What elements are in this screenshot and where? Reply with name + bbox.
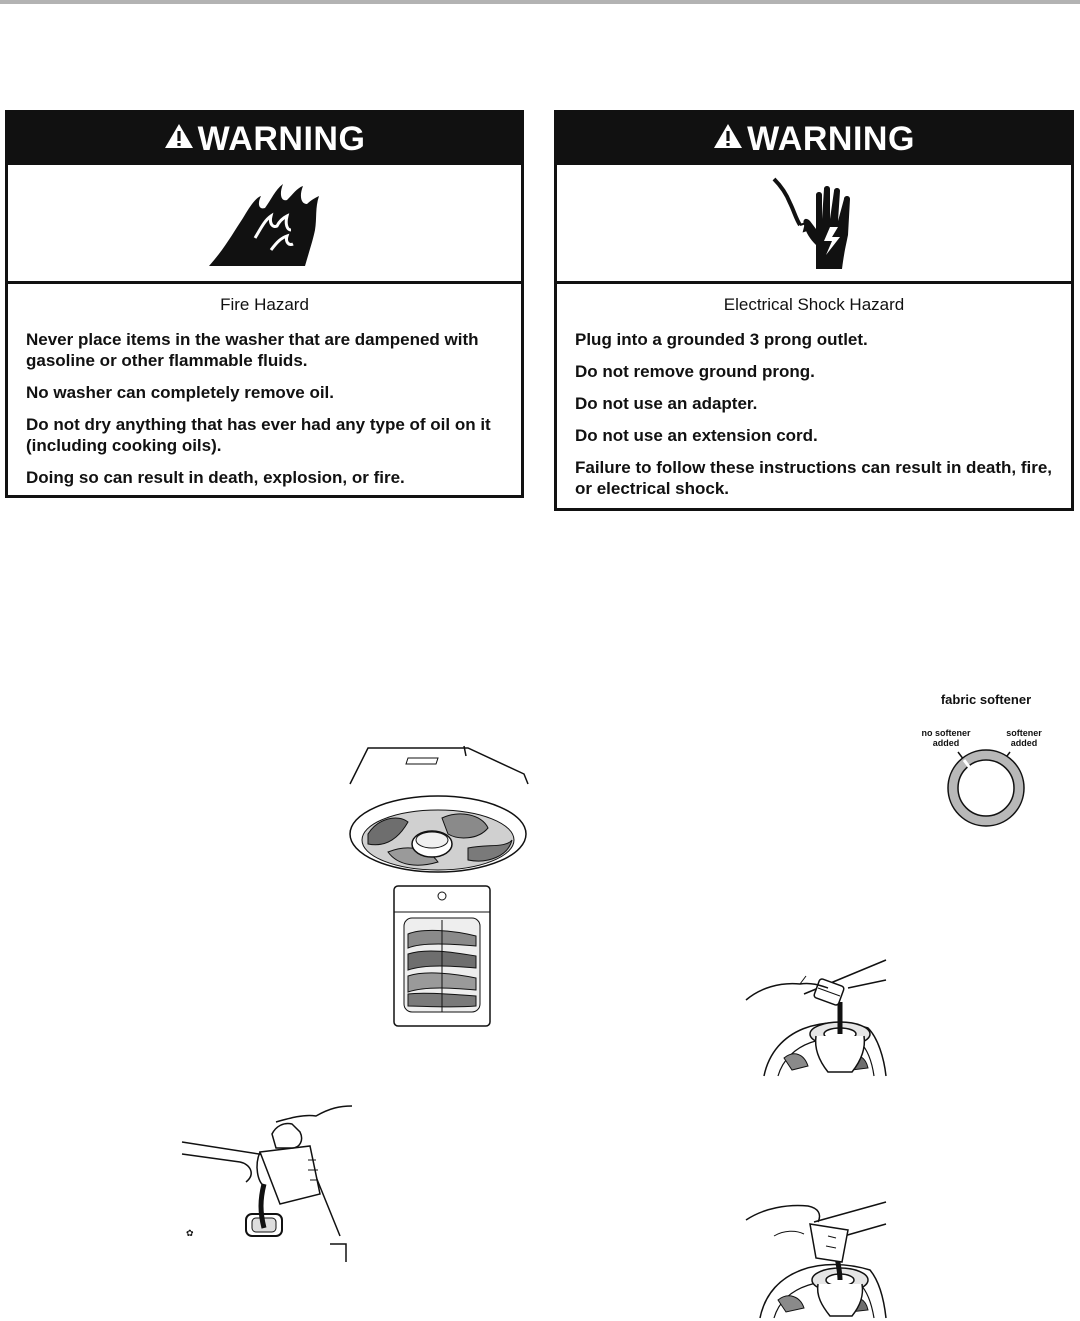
fire-warning-header: [8, 113, 521, 165]
fire-warning-line: No washer can completely remove oil.: [26, 383, 335, 402]
pour-softener-bottle-illustration: [744, 958, 888, 1078]
fire-icon: [205, 178, 325, 268]
shock-warning-line: Do not remove ground prong.: [575, 362, 815, 381]
fire-warning-header-text: WARNING: [197, 119, 366, 158]
softener-label-line2: added: [1010, 738, 1038, 748]
shock-warning-line: Failure to follow these instructions can result in death, fire, or electrical shock.: [575, 458, 1053, 498]
shock-warning-line: Plug into a grounded 3 prong outlet.: [575, 330, 868, 349]
pour-softener-cup-illustration: [744, 1196, 888, 1320]
shock-warning-line: Do not use an adapter.: [575, 394, 758, 413]
electric-shock-hand-icon: [764, 173, 864, 273]
fabric-softener-dial-diagram: [914, 686, 1058, 836]
shock-warning-line: Do not use an extension cord.: [575, 426, 818, 445]
softener-diagram-title: fabric softener: [940, 692, 1032, 707]
shock-warning-box: [554, 110, 1074, 511]
softener-label-line1: softener: [1006, 728, 1042, 738]
svg-text:✿: ✿: [186, 1228, 194, 1238]
top-rule: [0, 0, 1080, 4]
washer-basket-illustration: [392, 884, 492, 1028]
pour-detergent-illustration: [180, 1104, 352, 1264]
fire-warning-box: [5, 110, 524, 498]
warning-triangle-icon: [164, 120, 194, 159]
fire-icon-area: [8, 165, 521, 284]
fire-warning-title: Fire Hazard: [220, 295, 309, 314]
no-softener-label-line1: no softener: [921, 728, 971, 738]
washer-top-load-illustration: [348, 744, 530, 874]
shock-warning-header-text: WARNING: [747, 119, 915, 158]
fire-warning-line: Never place items in the washer that are dampened with gasoline or other flammable fluids.: [26, 330, 479, 370]
shock-warning-header: [557, 113, 1071, 165]
fire-warning-line: Doing so can result in death, explosion, or fire.: [26, 468, 405, 487]
no-softener-label-line2: added: [932, 738, 960, 748]
fire-warning-line: Do not dry anything that has ever had any type of oil on it (including cooking oils).: [26, 415, 491, 455]
shock-warning-title: Electrical Shock Hazard: [723, 295, 905, 314]
warning-triangle-icon: [713, 120, 743, 159]
shock-icon-area: [557, 165, 1071, 284]
